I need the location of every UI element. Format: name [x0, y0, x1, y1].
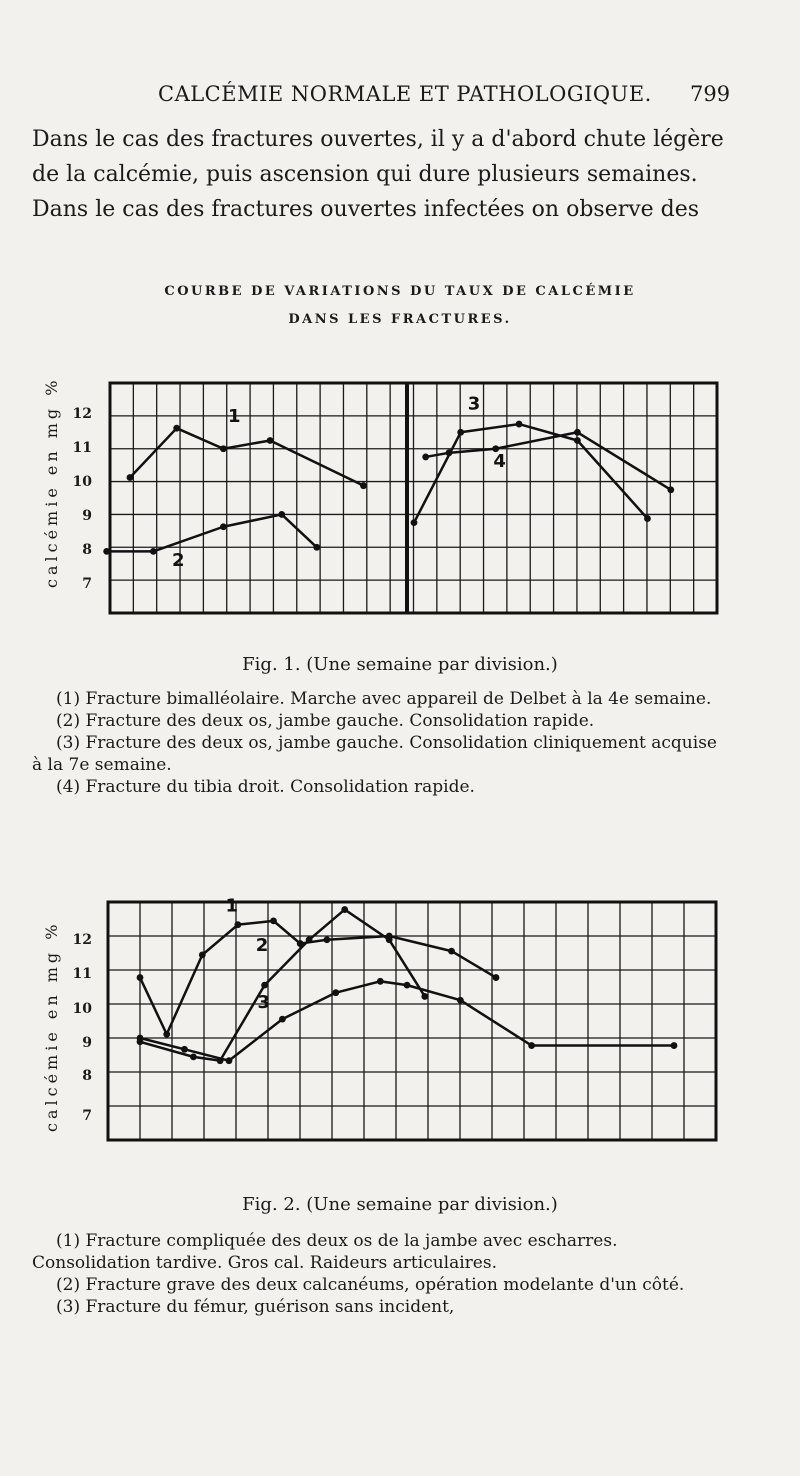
legend-item: (1) Fracture bimalléolaire. Marche avec appareil de Delbet à la 4e semaine.	[56, 689, 712, 709]
data-point-series-2	[306, 936, 313, 943]
series-line-1	[130, 428, 363, 486]
fig1-legend	[32, 688, 732, 798]
figure-subtitle: DANS LES FRACTURES.	[288, 312, 512, 327]
fig2-caption: Fig. 2. (Une semaine par division.)	[242, 1194, 558, 1215]
fig2-chart	[100, 896, 725, 1148]
data-point-series-2	[278, 511, 285, 518]
data-point-series-1	[235, 921, 242, 928]
series-line-3	[140, 981, 674, 1060]
paragraph-line: de la calcémie, puis ascension qui dure plusieurs semaines.	[32, 162, 698, 187]
data-point-series-3	[516, 421, 523, 428]
fig1-caption: Fig. 1. (Une semaine par division.)	[242, 654, 558, 675]
legend-item: (3) Fracture des deux os, jambe gauche. Consolidation cliniquement acquise à la 7e semaine.	[32, 733, 717, 775]
data-point-series-1	[448, 948, 455, 955]
fig1-tick: 12	[72, 406, 92, 422]
data-point-series-1	[270, 917, 277, 924]
data-point-series-2	[421, 993, 428, 1000]
data-point-series-2	[313, 544, 320, 551]
series-label-4: 4	[493, 451, 506, 473]
running-title: CALCÉMIE NORMALE ET PATHOLOGIQUE.	[158, 82, 652, 106]
data-point-series-1	[267, 437, 274, 444]
data-point-series-3	[377, 978, 384, 985]
data-point-series-3	[457, 997, 464, 1004]
data-point-series-2	[261, 982, 268, 989]
series-label-3: 3	[257, 991, 271, 1013]
series-label-1: 1	[228, 406, 241, 428]
data-point-series-3	[528, 1042, 535, 1049]
fig1-chart	[100, 378, 725, 618]
series-line-2	[107, 514, 317, 551]
legend-item: (3) Fracture du fémur, guérison sans incident,	[56, 1297, 455, 1317]
data-point-series-3	[137, 1035, 144, 1042]
data-point-series-3	[226, 1057, 233, 1064]
data-point-series-1	[220, 445, 227, 452]
fig2-y-axis-label: calcémie en mg %	[42, 920, 61, 1132]
fig1-tick: 10	[72, 474, 92, 490]
data-point-series-3	[671, 1042, 678, 1049]
series-label-2: 2	[172, 549, 185, 571]
fig1-tick: 8	[82, 542, 92, 558]
series-line-1	[140, 921, 496, 1034]
data-point-series-2	[386, 936, 393, 943]
data-point-series-1	[360, 482, 367, 489]
legend-item: (1) Fracture compliquée des deux os de la jambe avec escharres. Consolidation tardive. Gros cal. Raideurs articulaires.	[32, 1231, 618, 1273]
page-number: 799	[690, 82, 731, 106]
fig1-tick: 11	[72, 440, 92, 456]
fig1-tick: 9	[82, 508, 92, 524]
data-point-series-3	[457, 429, 464, 436]
data-point-series-1	[493, 974, 500, 981]
data-point-series-3	[332, 989, 339, 996]
fig2-tick: 10	[72, 1001, 92, 1017]
data-point-series-3	[279, 1016, 286, 1023]
data-point-series-2	[341, 906, 348, 913]
data-point-series-4	[422, 454, 429, 461]
data-point-series-1	[127, 474, 134, 481]
data-point-series-1	[199, 951, 206, 958]
data-point-series-3	[574, 437, 581, 444]
figure-title: COURBE DE VARIATIONS DU TAUX DE CALCÉMIE	[164, 284, 636, 299]
data-point-series-4	[446, 449, 453, 456]
series-label-3: 3	[467, 393, 481, 415]
fig2-tick: 12	[72, 932, 92, 948]
fig2-tick: 8	[82, 1068, 92, 1084]
data-point-series-3	[411, 519, 418, 526]
legend-item: (2) Fracture grave des deux calcanéums, opération modelante d'un côté.	[56, 1275, 685, 1295]
fig1-y-axis-label: calcémie en mg %	[42, 376, 61, 588]
paragraph-line: Dans le cas des fractures ouvertes infectées on observe des	[32, 197, 700, 222]
data-point-series-1	[137, 974, 144, 981]
fig2-tick: 9	[82, 1035, 92, 1051]
data-point-series-3	[181, 1046, 188, 1053]
data-point-series-1	[173, 425, 180, 432]
data-point-series-4	[667, 486, 674, 493]
fig1-tick: 7	[82, 576, 92, 592]
fig2-tick: 7	[82, 1108, 92, 1124]
legend-item: (2) Fracture des deux os, jambe gauche. Consolidation rapide.	[56, 711, 595, 731]
data-point-series-3	[404, 982, 411, 989]
data-point-series-2	[150, 548, 157, 555]
data-point-series-3	[644, 515, 651, 522]
data-point-series-1	[163, 1031, 170, 1038]
series-label-2: 2	[255, 935, 269, 957]
legend-item: (4) Fracture du tibia droit. Consolidation rapide.	[56, 777, 475, 797]
data-point-series-4	[574, 429, 581, 436]
fig2-legend	[32, 1230, 732, 1318]
series-label-1: 1	[225, 896, 238, 917]
data-point-series-2	[103, 548, 110, 555]
paragraph-line: Dans le cas des fractures ouvertes, il y a d'abord chute légère	[32, 127, 724, 152]
data-point-series-2	[190, 1053, 197, 1060]
fig2-tick: 11	[72, 966, 92, 982]
data-point-series-2	[220, 523, 227, 530]
data-point-series-1	[324, 936, 331, 943]
page-header	[0, 82, 800, 112]
